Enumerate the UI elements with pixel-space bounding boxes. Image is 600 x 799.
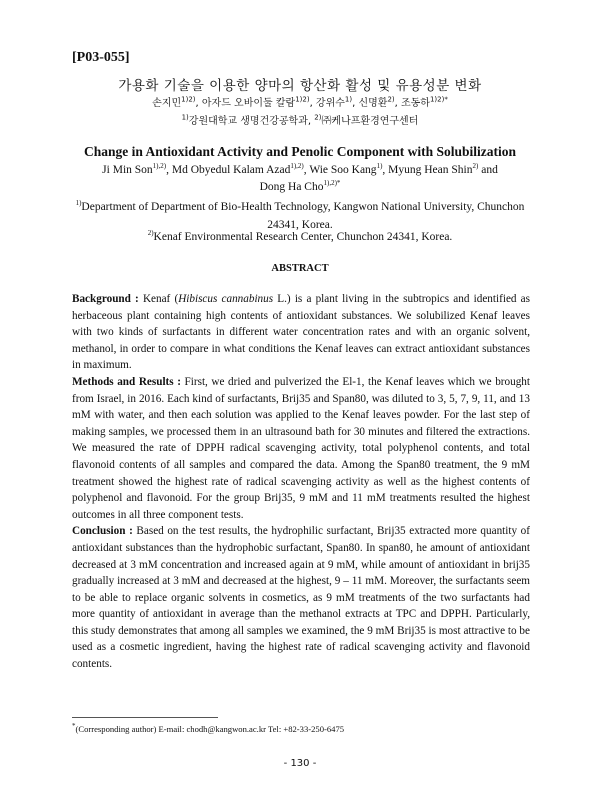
english-author-sup: 1),2)* (323, 179, 341, 188)
english-author-sup: 1),2) (290, 162, 304, 171)
footnote-sup: * (72, 722, 76, 731)
abstract-code: [P03-055] (72, 50, 130, 65)
background-label: Background : (72, 293, 139, 305)
background-text-pre: Kenaf ( (142, 293, 179, 305)
english-author-name: Wie Soo Kang (309, 164, 377, 176)
conclusion-paragraph (72, 523, 530, 672)
korean-affiliations (0, 112, 600, 127)
korean-author-name: 조동하 (400, 98, 430, 109)
english-author-sup: 1),2) (152, 162, 167, 171)
english-affiliation-1 (60, 198, 540, 234)
korean-author-name: 강위수 (315, 98, 345, 109)
korean-author-sup: 1)2) (181, 95, 196, 104)
methods-text: First, we dried and pulverized the El-1, the Kenaf leaves which we brought from Israel, in 2016. Each kind of surfactants, Brij35 and Span80, was diluted to 3, 5, 7, 9, 11, and 13 mM with water, and then each solution was applied to the Kenaf leaves powder. For the last step of making samples, we processed them in an ultrasound bath for 30 minutes and filtered the extractions. We measured the rate of DPPH radical scavenging activity, total polyphenol contents, and total flavonoid contents of all samples and compared the data. Among the Span80 treatment, the 9 mM treatment showed the highest rate of radical scavenging activity as well as the highest contents of polyphenol and flavonoid. For the group Brij35, 9 mM and 11 mM treatments resulted the highest outcomes in all three component tests. (72, 375, 531, 521)
korean-author-sup: 2) (387, 95, 395, 104)
korean-author-name: 신명환 (358, 98, 388, 109)
english-affiliation-2 (0, 231, 600, 243)
english-author-name: Ji Min Son (102, 164, 153, 176)
methods-paragraph (72, 374, 530, 523)
korean-author-sup: 1) (344, 95, 353, 104)
methods-label: Methods and Results : (72, 375, 181, 388)
background-text: L.) is a plant living in the subtropics and identified as herbaceous plant containing high contents of antioxidant substances. We solubilized Kenaf leaves with two kinds of surfactants in different water concentration rates and with an organic solvent, methanol, in order to compare in what conditions the Kenaf leaves can extract antioxidant substances in maximum. (72, 293, 530, 372)
footnote-rule (72, 717, 218, 718)
korean-affiliation-sup: 2) (314, 113, 322, 122)
footnote-text: (Corresponding author) E-mail: chodh@kangwon.ac.kr Tel: +82-33-250-6475 (75, 724, 345, 734)
korean-affiliation-sup: 1) (181, 113, 189, 122)
conclusion-text: Based on the test results, the hydrophilic surfactant, Brij35 extracted more quantity of antioxidant substances than the hydrophobic surfactant, Span80. In span80, he amount of antioxidant decreased at 3 mM concentration and increased again at 9 mM, while amount of antioxidant in brij35 gradually increased at 3 mM and decreased at the highest, 9 – 11 mM. Moreover, the surfactants seem to be able to replace organic solvents in cosmetics, as 9 mM treatments of the two surfactants had more quantity of antioxidant in average than the methanol extracts at TPC and DPPH. Particularly, this study demonstrates that among all samples we examined, the 9 mM Brij35 is most attractive to be used as a cosmetic ingredient, having the highest rate of radical scavenging activity and flavonoid contents. (72, 525, 530, 671)
english-author-name: Myung Hean Shin (388, 164, 473, 176)
english-affiliation-sup: 2) (147, 229, 154, 238)
korean-author-sup: 1)2) (295, 95, 310, 104)
page-number: - 130 - (283, 758, 317, 769)
english-authors: Ji Min Son$^{1),2)}$, Md Obyedul Kalam Azad$^{1),2)}$, Wie Soo Kang$^{1)}$, Myung Hean Shin$^{2)}$ and Dong Ha Cho$^{1),2)*}$ (102, 162, 498, 193)
conclusion-label: Conclusion : (72, 525, 133, 538)
english-author-name: Md Obyedul Kalam Azad (171, 164, 291, 176)
korean-title: 가용화 기술을 이용한 양마의 항산화 활성 및 유용성분 변화 (118, 78, 482, 94)
abstract-body (72, 291, 530, 673)
korean-authors: 손지민$^{1)2)}$, 아자드 오바이둘 칼람$^{1)2)}$, 강위수$^{1)}$, 신명환$^{2)}$, 조동하$^{1)2)*}$ (152, 95, 448, 109)
abstract-heading: ABSTRACT (271, 263, 329, 274)
english-affiliation-2-text: Kenaf Environmental Research Center, Chunchon 24341, Korea. (153, 231, 453, 243)
english-author-sup: 1) (376, 162, 383, 171)
korean-affiliation-1: 강원대학교 생명건강공학과, (188, 116, 312, 127)
korean-author-sup: 1)2)* (429, 95, 448, 104)
species-name: Hibiscus cannabinus (178, 293, 274, 305)
english-affiliation-1-text: Department of Department of Bio-Health Technology, Kangwon National University, Chunchon 24341, Korea. (81, 201, 525, 231)
english-author-name: Dong Ha Cho (259, 181, 324, 193)
background-paragraph (72, 291, 530, 374)
english-affiliation-sup: 1) (75, 199, 82, 208)
english-author-sup: 2) (472, 162, 479, 171)
english-title: Change in Antioxidant Activity and Penolic Component with Solubilization (83, 144, 517, 159)
korean-author-name: 손지민 (152, 98, 182, 109)
korean-affiliation-2: ㈜케나프환경연구센터 (321, 116, 419, 127)
korean-author-name: 아자드 오바이둘 칼람 (201, 98, 296, 109)
footnote (72, 724, 344, 734)
